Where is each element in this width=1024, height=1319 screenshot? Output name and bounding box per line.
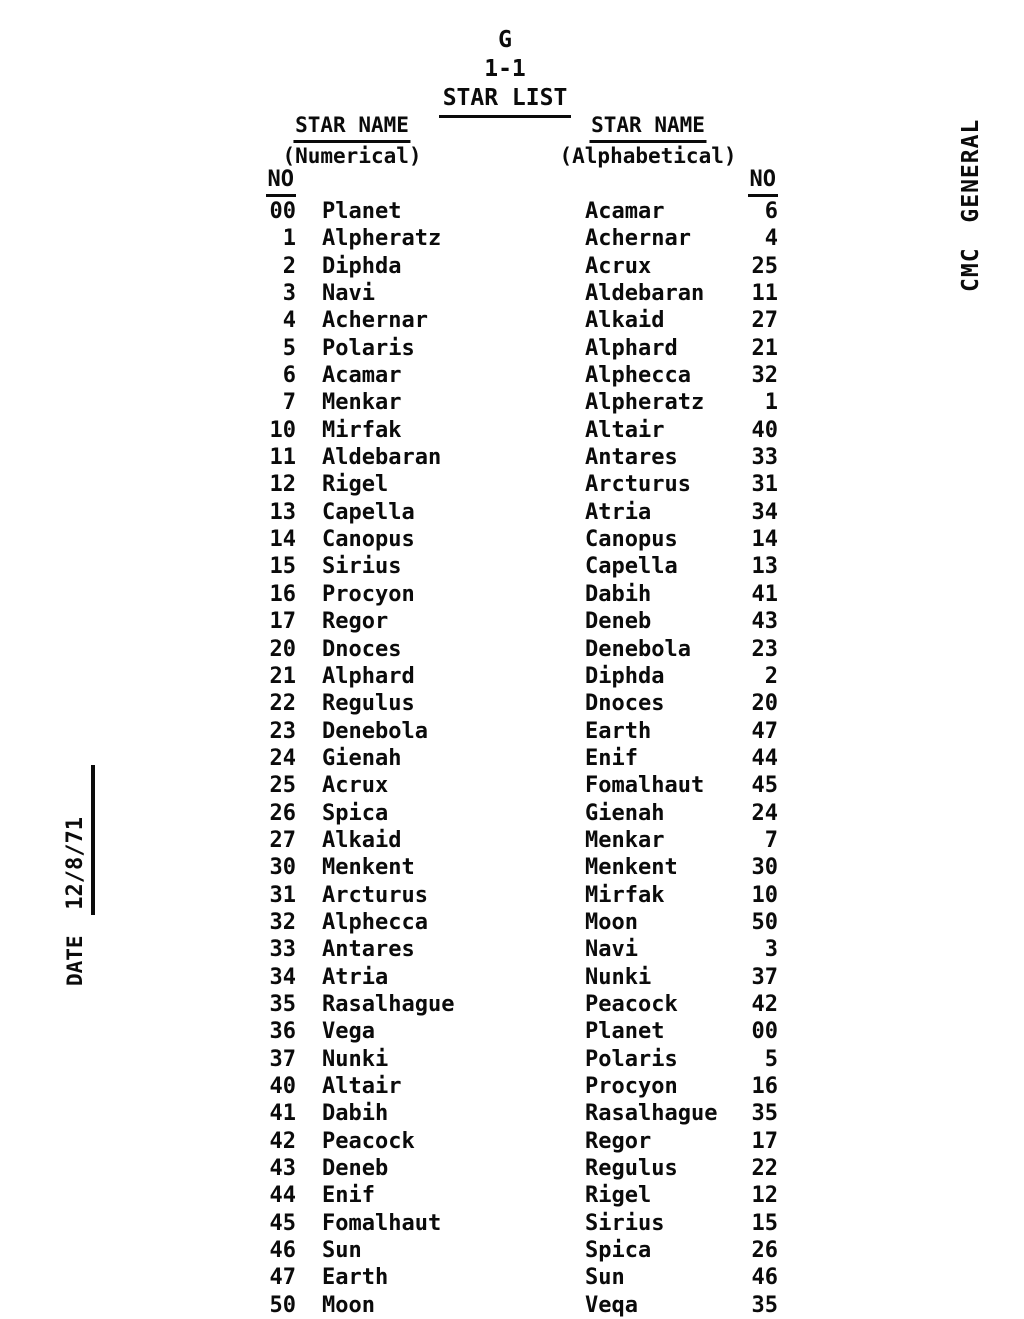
alphabetical-star-name-cell: Peacock bbox=[585, 991, 678, 1017]
numerical-no-header-text: NO bbox=[266, 168, 297, 197]
table-row bbox=[250, 964, 778, 991]
numerical-star-name-cell: Acrux bbox=[322, 773, 389, 799]
alphabetical-star-name-cell: Spica bbox=[585, 1238, 652, 1264]
alphabetical-star-name-cell: Veqa bbox=[585, 1292, 638, 1318]
table-row bbox=[250, 1155, 778, 1182]
numerical-no-cell: 50 bbox=[269, 1292, 296, 1318]
alphabetical-star-name-cell: Mirfak bbox=[585, 882, 665, 908]
alphabetical-no-cell: 2 bbox=[764, 663, 778, 689]
date-margin-label bbox=[46, 734, 104, 986]
numerical-no-cell: 2 bbox=[282, 253, 296, 279]
numerical-no-cell: 33 bbox=[269, 937, 296, 963]
alphabetical-no-cell: 46 bbox=[751, 1265, 778, 1291]
table-row bbox=[250, 636, 778, 663]
alphabetical-no-cell: 37 bbox=[751, 964, 778, 990]
date-value: 12/8/71 bbox=[64, 765, 95, 915]
alphabetical-no-cell: 35 bbox=[751, 1101, 778, 1127]
alphabetical-star-name-cell: Sirius bbox=[585, 1210, 665, 1236]
alphabetical-star-name-cell: Planet bbox=[585, 1019, 665, 1045]
alphabetical-star-name-cell: Regor bbox=[585, 1128, 652, 1154]
numerical-no-cell: 3 bbox=[282, 281, 296, 307]
alphabetical-star-name-cell: Fomalhaut bbox=[585, 773, 705, 799]
alphabetical-star-name-cell: Alphard bbox=[585, 335, 678, 361]
table-row bbox=[250, 253, 778, 280]
alphabetical-no-cell: 22 bbox=[751, 1156, 778, 1182]
numerical-no-cell: 10 bbox=[269, 417, 296, 443]
table-row bbox=[250, 1182, 778, 1209]
numerical-star-name-cell: Diphda bbox=[322, 253, 402, 279]
alphabetical-no-cell: 50 bbox=[751, 909, 778, 935]
alphabetical-star-name-cell: Moon bbox=[585, 909, 638, 935]
numerical-no-cell: 31 bbox=[269, 882, 296, 908]
numerical-star-name-cell: Alpheratz bbox=[322, 226, 442, 252]
numerical-star-name-cell: Enif bbox=[322, 1183, 375, 1209]
numerical-no-cell: 42 bbox=[269, 1128, 296, 1154]
table-row bbox=[250, 663, 778, 690]
alphabetical-no-cell: 33 bbox=[751, 445, 778, 471]
table-row bbox=[250, 991, 778, 1018]
numerical-star-name-cell: Capella bbox=[322, 499, 415, 525]
numerical-star-name-cell: Alkaid bbox=[322, 827, 402, 853]
table-row bbox=[250, 417, 778, 444]
numerical-star-name-cell: Dabih bbox=[322, 1101, 389, 1127]
alphabetical-star-name-cell: Rigel bbox=[585, 1183, 652, 1209]
numerical-star-name-cell: Rigel bbox=[322, 472, 389, 498]
numerical-no-cell: 45 bbox=[269, 1210, 296, 1236]
table-row bbox=[250, 1046, 778, 1073]
numerical-no-cell: 15 bbox=[269, 554, 296, 580]
alphabetical-star-name-cell: Dabih bbox=[585, 581, 652, 607]
table-row bbox=[250, 225, 778, 252]
numerical-star-name-cell: Rasalhague bbox=[322, 991, 455, 1017]
numerical-star-name-cell: Achernar bbox=[322, 308, 428, 334]
alphabetical-no-cell: 41 bbox=[751, 581, 778, 607]
numerical-star-name-cell: Earth bbox=[322, 1265, 389, 1291]
numerical-no-cell: 11 bbox=[269, 445, 296, 471]
numerical-no-cell: 46 bbox=[269, 1238, 296, 1264]
alphabetical-star-name-cell: Diphda bbox=[585, 663, 665, 689]
table-row bbox=[250, 335, 778, 362]
alphabetical-star-name-cell: Atria bbox=[585, 499, 652, 525]
numerical-star-name-cell: Antares bbox=[322, 937, 415, 963]
alphabetical-no-cell: 6 bbox=[764, 199, 778, 224]
alphabetical-star-name-cell: Denebola bbox=[585, 636, 691, 662]
alphabetical-no-cell: 16 bbox=[751, 1074, 778, 1099]
numerical-column-title: STAR NAME bbox=[293, 113, 411, 143]
alphabetical-no-cell: 47 bbox=[751, 718, 778, 744]
alphabetical-star-name-cell: Alphecca bbox=[585, 363, 691, 389]
numerical-no-cell: 40 bbox=[269, 1074, 296, 1099]
table-row bbox=[250, 1237, 778, 1264]
numerical-star-name-cell: Regulus bbox=[322, 691, 415, 717]
table-row bbox=[250, 307, 778, 334]
numerical-star-name-cell: Nunki bbox=[322, 1046, 389, 1072]
alphabetical-no-cell: 11 bbox=[751, 281, 778, 307]
numerical-star-name-cell: Procyon bbox=[322, 581, 415, 607]
numerical-no-cell: 32 bbox=[269, 909, 296, 935]
alphabetical-no-cell: 25 bbox=[751, 253, 778, 279]
numerical-star-name-cell: Sirius bbox=[322, 554, 402, 580]
alphabetical-no-header bbox=[738, 168, 778, 197]
numerical-no-cell: 36 bbox=[269, 1019, 296, 1045]
alphabetical-star-name-cell: Earth bbox=[585, 718, 652, 744]
alphabetical-star-name-cell: Acrux bbox=[585, 253, 652, 279]
table-row bbox=[250, 718, 778, 745]
table-row bbox=[250, 280, 778, 307]
numerical-no-cell: 17 bbox=[269, 609, 296, 635]
numerical-no-cell: 23 bbox=[269, 718, 296, 744]
numerical-star-name-cell: Denebola bbox=[322, 718, 428, 744]
numerical-no-cell: 00 bbox=[269, 199, 296, 224]
numerical-column-subtitle: (Numerical) bbox=[282, 144, 422, 168]
table-row bbox=[250, 1073, 778, 1100]
table-row bbox=[250, 909, 778, 936]
numerical-no-header bbox=[250, 168, 296, 197]
alphabetical-no-cell: 00 bbox=[751, 1019, 778, 1045]
numerical-star-name-cell: Navi bbox=[322, 281, 375, 307]
alphabetical-no-cell: 31 bbox=[751, 472, 778, 498]
page-title bbox=[0, 84, 1010, 118]
alphabetical-no-cell: 42 bbox=[751, 991, 778, 1017]
numerical-star-name-cell: Regor bbox=[322, 609, 389, 635]
numerical-star-name-cell: Menkar bbox=[322, 390, 402, 416]
table-row bbox=[250, 526, 778, 553]
numerical-star-name-cell: Deneb bbox=[322, 1156, 389, 1182]
alphabetical-star-name-cell: Acamar bbox=[585, 199, 665, 224]
table-row bbox=[250, 444, 778, 471]
numerical-no-cell: 7 bbox=[282, 390, 296, 416]
alphabetical-no-cell: 5 bbox=[764, 1046, 778, 1072]
alphabetical-no-cell: 4 bbox=[764, 226, 778, 252]
numerical-no-cell: 6 bbox=[282, 363, 296, 389]
alphabetical-no-cell: 44 bbox=[751, 745, 778, 771]
alphabetical-no-cell: 14 bbox=[751, 527, 778, 553]
alphabetical-no-cell: 27 bbox=[751, 308, 778, 334]
alphabetical-no-cell: 32 bbox=[751, 363, 778, 389]
alphabetical-star-name-cell: Procyon bbox=[585, 1074, 678, 1099]
table-row bbox=[250, 690, 778, 717]
table-row bbox=[250, 1100, 778, 1127]
table-row bbox=[250, 745, 778, 772]
alphabetical-no-cell: 17 bbox=[751, 1128, 778, 1154]
table-row bbox=[250, 608, 778, 635]
table-row bbox=[250, 198, 778, 225]
numerical-star-name-cell: Moon bbox=[322, 1292, 375, 1318]
alphabetical-star-name-cell: Altair bbox=[585, 417, 665, 443]
numerical-star-name-cell: Fomalhaut bbox=[322, 1210, 442, 1236]
alphabetical-column-title: STAR NAME bbox=[589, 113, 707, 143]
numerical-no-cell: 35 bbox=[269, 991, 296, 1017]
numerical-no-cell: 24 bbox=[269, 745, 296, 771]
numerical-star-name-cell: Polaris bbox=[322, 335, 415, 361]
numerical-no-cell: 43 bbox=[269, 1156, 296, 1182]
numerical-no-cell: 14 bbox=[269, 527, 296, 553]
alphabetical-star-name-cell: Menkar bbox=[585, 827, 665, 853]
numerical-no-cell: 16 bbox=[269, 581, 296, 607]
alphabetical-star-name-cell: Rasalhague bbox=[585, 1101, 718, 1127]
alphabetical-no-cell: 15 bbox=[751, 1210, 778, 1236]
numerical-star-name-cell: Gienah bbox=[322, 745, 402, 771]
numerical-no-cell: 26 bbox=[269, 800, 296, 826]
table-row bbox=[250, 772, 778, 799]
alphabetical-star-name-cell: Capella bbox=[585, 554, 678, 580]
numerical-no-cell: 27 bbox=[269, 827, 296, 853]
table-row bbox=[250, 362, 778, 389]
table-row bbox=[250, 389, 778, 416]
table-row bbox=[250, 1292, 778, 1319]
alphabetical-no-cell: 13 bbox=[751, 554, 778, 580]
alphabetical-star-name-cell: Canopus bbox=[585, 527, 678, 553]
star-table bbox=[250, 198, 778, 1319]
numerical-no-cell: 37 bbox=[269, 1046, 296, 1072]
table-row bbox=[250, 1128, 778, 1155]
table-row bbox=[250, 1264, 778, 1291]
page-number: 1-1 bbox=[484, 56, 526, 82]
program-letter: G bbox=[498, 27, 512, 53]
numerical-star-name-cell: Dnoces bbox=[322, 636, 402, 662]
alphabetical-no-cell: 7 bbox=[764, 827, 778, 853]
alphabetical-column-subtitle: (Alphabetical) bbox=[559, 144, 737, 168]
page-header bbox=[0, 26, 1010, 118]
alphabetical-no-cell: 1 bbox=[764, 390, 778, 416]
table-row bbox=[250, 800, 778, 827]
alphabetical-star-name-cell: Enif bbox=[585, 745, 638, 771]
alphabetical-star-name-cell: Nunki bbox=[585, 964, 652, 990]
alphabetical-no-cell: 43 bbox=[751, 609, 778, 635]
numerical-no-cell: 44 bbox=[269, 1183, 296, 1209]
alphabetical-no-cell: 40 bbox=[751, 417, 778, 443]
numerical-no-cell: 21 bbox=[269, 663, 296, 689]
table-row bbox=[250, 854, 778, 881]
alphabetical-star-name-cell: Menkent bbox=[585, 855, 678, 881]
numerical-star-name-cell: Altair bbox=[322, 1074, 402, 1099]
numerical-star-name-cell: Canopus bbox=[322, 527, 415, 553]
table-row bbox=[250, 1018, 778, 1045]
alphabetical-star-name-cell: Alpheratz bbox=[585, 390, 705, 416]
numerical-no-cell: 12 bbox=[269, 472, 296, 498]
numerical-star-name-cell: Atria bbox=[322, 964, 389, 990]
alphabetical-star-name-cell: Alkaid bbox=[585, 308, 665, 334]
numerical-star-name-cell: Sun bbox=[322, 1238, 362, 1264]
numerical-no-cell: 1 bbox=[282, 226, 296, 252]
alphabetical-star-name-cell: Regulus bbox=[585, 1156, 678, 1182]
numerical-star-name-cell: Alphecca bbox=[322, 909, 428, 935]
alphabetical-no-cell: 30 bbox=[751, 855, 778, 881]
numerical-star-name-cell: Menkent bbox=[322, 855, 415, 881]
alphabetical-star-name-cell: Gienah bbox=[585, 800, 665, 826]
numerical-no-cell: 25 bbox=[269, 773, 296, 799]
alphabetical-no-cell: 12 bbox=[751, 1183, 778, 1209]
numerical-star-name-cell: Arcturus bbox=[322, 882, 428, 908]
table-row bbox=[250, 936, 778, 963]
table-row bbox=[250, 1210, 778, 1237]
alphabetical-no-cell: 24 bbox=[751, 800, 778, 826]
alphabetical-no-cell: 21 bbox=[751, 335, 778, 361]
alphabetical-star-name-cell: Polaris bbox=[585, 1046, 678, 1072]
numerical-no-cell: 22 bbox=[269, 691, 296, 717]
table-row bbox=[250, 882, 778, 909]
alphabetical-no-cell: 3 bbox=[764, 937, 778, 963]
table-row bbox=[250, 553, 778, 580]
alphabetical-no-cell: 20 bbox=[751, 691, 778, 717]
alphabetical-star-name-cell: Achernar bbox=[585, 226, 691, 252]
numerical-star-name-cell: Peacock bbox=[322, 1128, 415, 1154]
alphabetical-star-name-cell: Dnoces bbox=[585, 691, 665, 717]
alphabetical-no-cell: 45 bbox=[751, 773, 778, 799]
numerical-no-cell: 5 bbox=[282, 335, 296, 361]
numerical-no-cell: 30 bbox=[269, 855, 296, 881]
page-title-text: STAR LIST bbox=[439, 84, 572, 118]
numerical-star-name-cell: Spica bbox=[322, 800, 389, 826]
alphabetical-star-name-cell: Sun bbox=[585, 1265, 625, 1291]
alphabetical-no-cell: 34 bbox=[751, 499, 778, 525]
alphabetical-star-name-cell: Deneb bbox=[585, 609, 652, 635]
alphabetical-star-name-cell: Antares bbox=[585, 445, 678, 471]
numerical-star-name-cell: Aldebaran bbox=[322, 445, 442, 471]
date-label-text: DATE bbox=[63, 935, 87, 986]
alphabetical-star-name-cell: Aldebaran bbox=[585, 281, 705, 307]
alphabetical-star-name-cell: Arcturus bbox=[585, 472, 691, 498]
numerical-star-name-cell: Vega bbox=[322, 1019, 375, 1045]
numerical-no-cell: 47 bbox=[269, 1265, 296, 1291]
alphabetical-no-header-text: NO bbox=[748, 168, 779, 197]
alphabetical-no-cell: 23 bbox=[751, 636, 778, 662]
numerical-star-name-cell: Mirfak bbox=[322, 417, 402, 443]
alphabetical-star-name-cell: Navi bbox=[585, 937, 638, 963]
alphabetical-no-cell: 35 bbox=[751, 1292, 778, 1318]
numerical-no-cell: 4 bbox=[282, 308, 296, 334]
table-row bbox=[250, 827, 778, 854]
numerical-no-cell: 34 bbox=[269, 964, 296, 990]
numerical-column-header bbox=[282, 113, 421, 169]
numerical-no-cell: 41 bbox=[269, 1101, 296, 1127]
table-row bbox=[250, 499, 778, 526]
cmc-general-margin-label: CMC GENERAL bbox=[958, 118, 984, 292]
table-row bbox=[250, 581, 778, 608]
numerical-no-cell: 20 bbox=[269, 636, 296, 662]
numerical-star-name-cell: Alphard bbox=[322, 663, 415, 689]
alphabetical-column-header bbox=[559, 113, 736, 169]
numerical-star-name-cell: Planet bbox=[322, 199, 402, 224]
alphabetical-no-cell: 10 bbox=[751, 882, 778, 908]
numerical-star-name-cell: Acamar bbox=[322, 363, 402, 389]
numerical-no-cell: 13 bbox=[269, 499, 296, 525]
alphabetical-no-cell: 26 bbox=[751, 1238, 778, 1264]
table-row bbox=[250, 471, 778, 498]
